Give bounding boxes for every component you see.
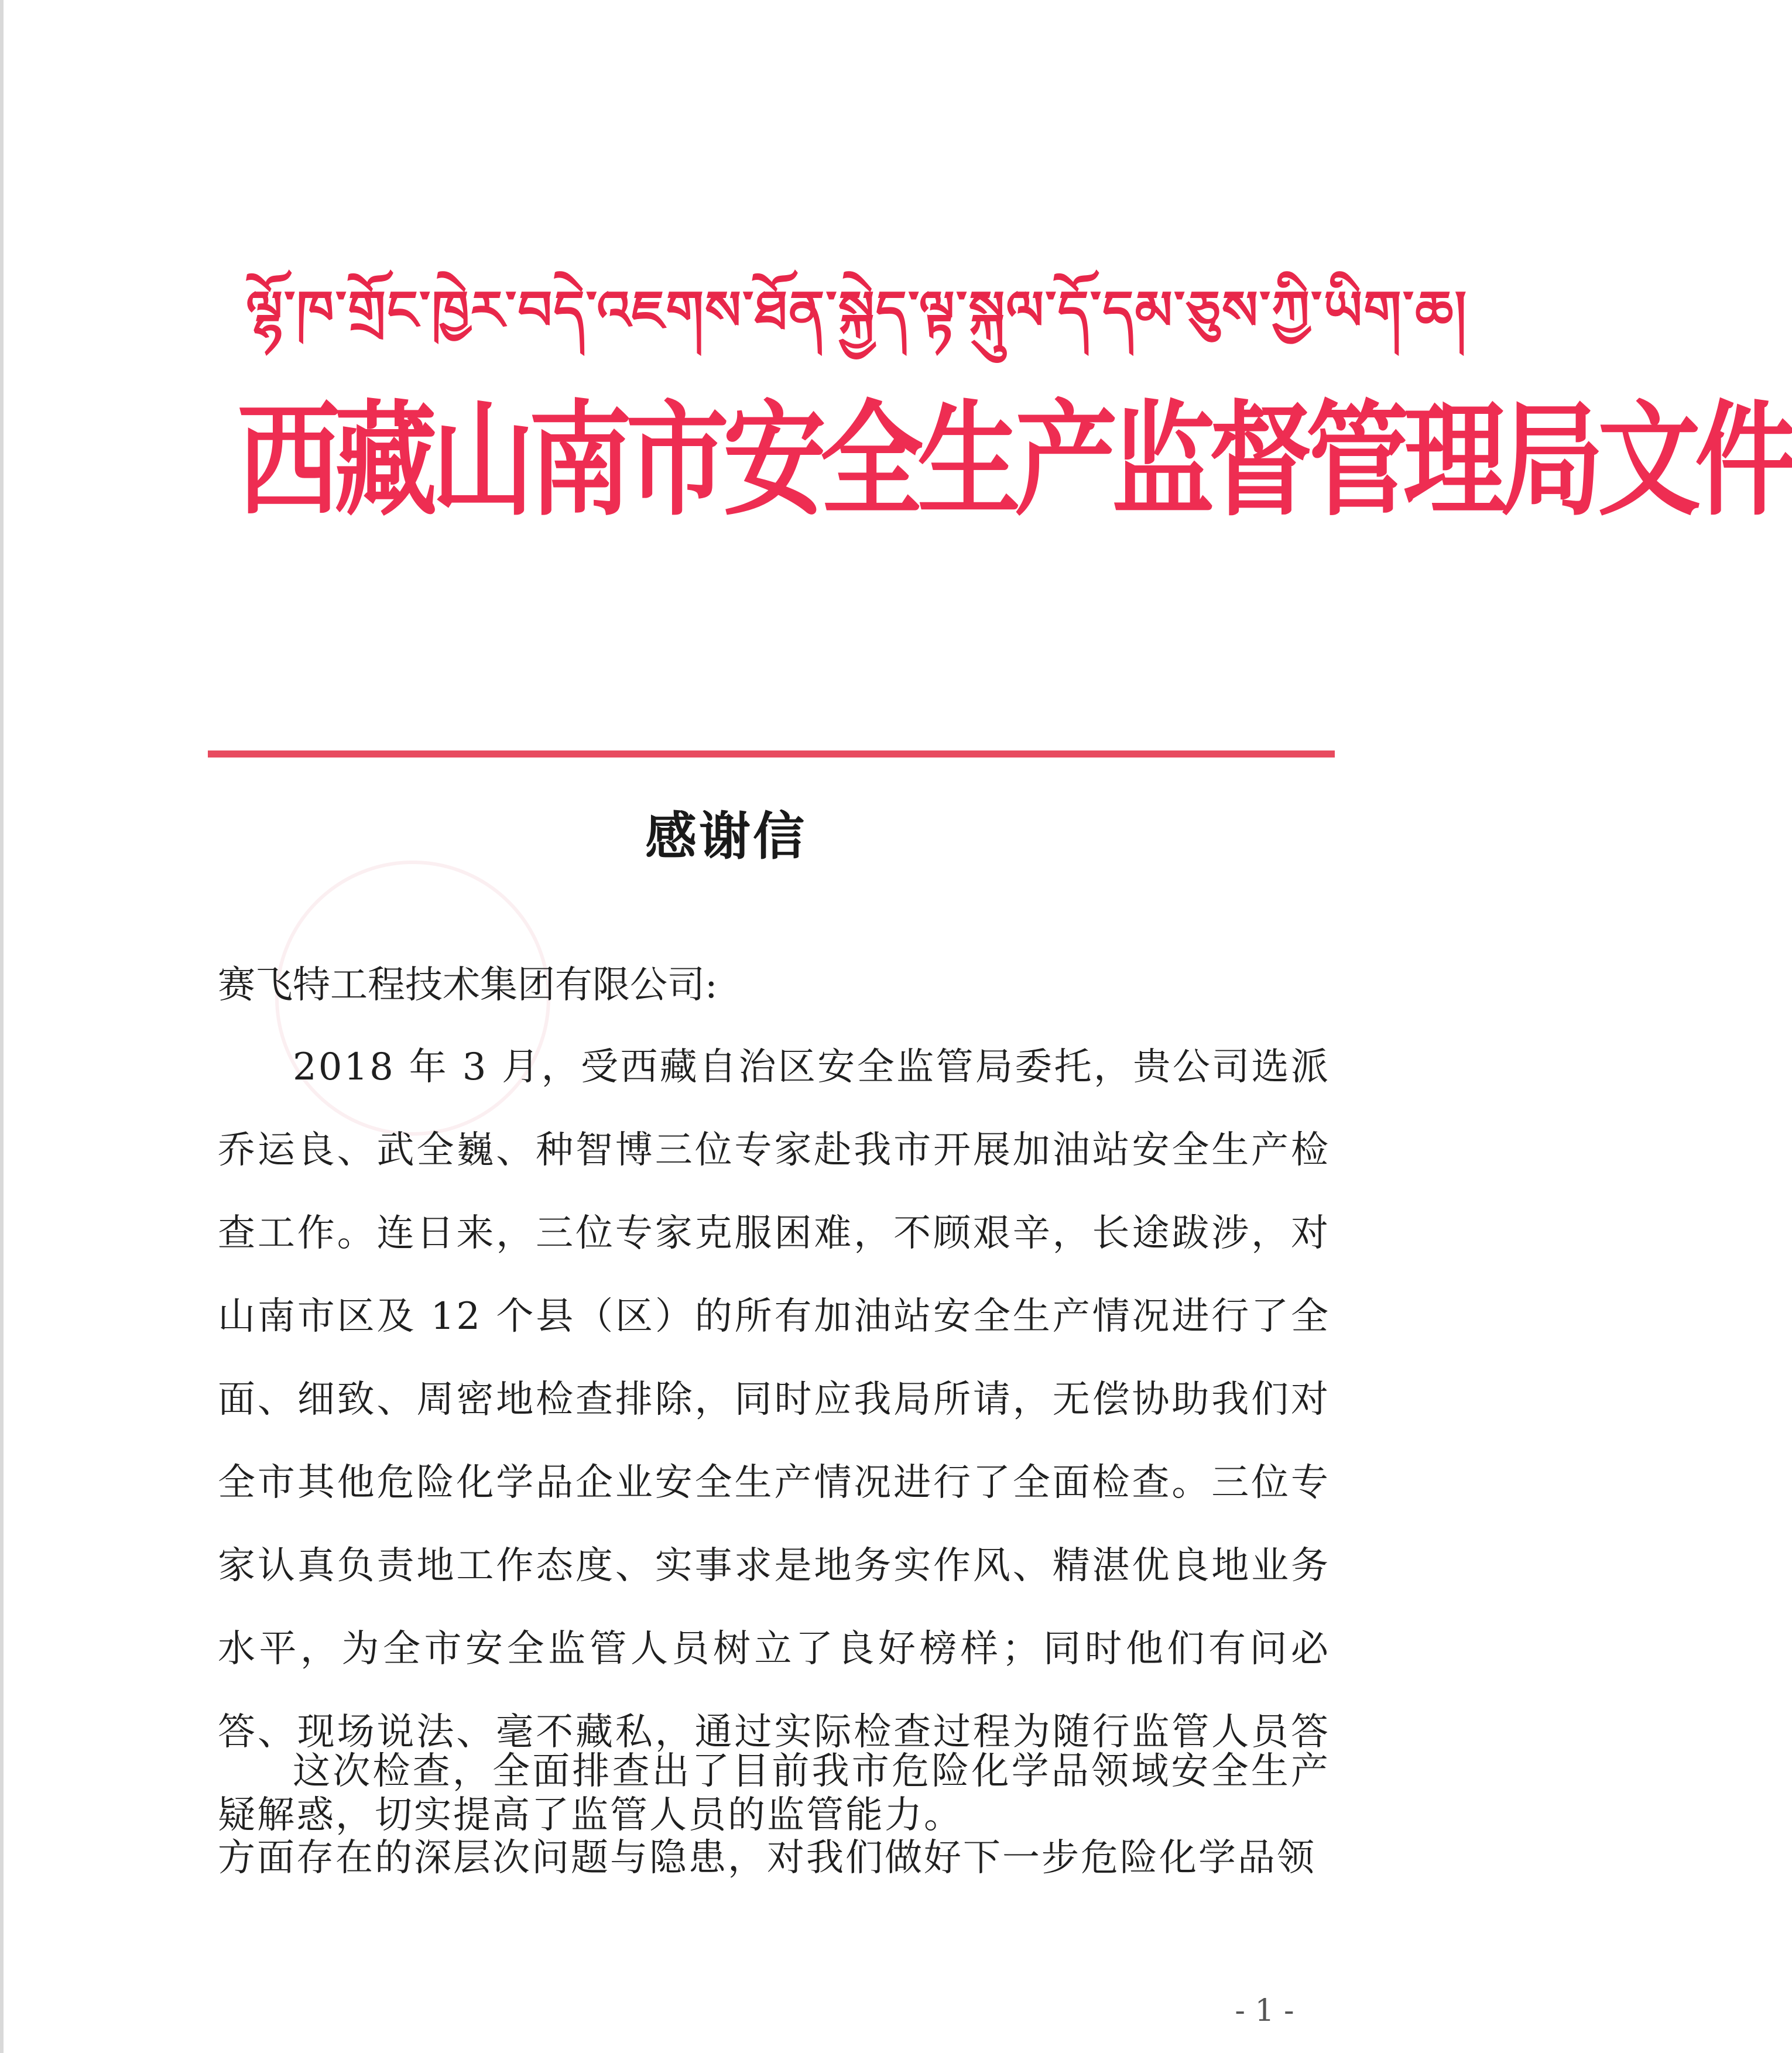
red-divider: [208, 750, 1335, 758]
body-paragraph: 这次检查，全面排查出了目前我市危险化学品领域安全生产方面存在的深层次问题与隐患，对我们做好下一步危险化学品领: [218, 1750, 1330, 1880]
document-title: 感谢信: [645, 806, 807, 866]
salutation: 赛飞特工程技术集团有限公司:: [218, 964, 718, 1007]
tibetan-header: ལྷོ་ཁ་གྲོང་ཁྱེར་བདེ་འཇགས་ཐོན་སྐྱེད་ལྟ་སྐུལ་དོ་དམ་ཅུས་ཀྱི་ཡིག་ཆ།: [246, 279, 1468, 342]
scan-edge: [0, 0, 4, 2053]
page-number: - 1 -: [1235, 1993, 1294, 2028]
body-paragraph: 2018 年 3 月，受西藏自治区安全监管局委托，贵公司选派乔运良、武全巍、种智博三位专家赴我市开展加油站安全生产检查工作。连日来，三位专家克服困难，不顾艰辛，长途跋涉，对山南市区及 12 个县（区）的所有加油站安全生产情况进行了全面、细致、周密地检查排除，同时应我局所请，无偿协助我们对全市其他危险化学品企业安全生产情况进行了全面检查。三位专家认真负责地工作态度、实事求是地务实作风、精湛优良地业务水平，为全市安全监管人员树立了良好榜样；同时他们有问必答、现场说法、毫不藏私，通过实际检查过程为随行监管人员答疑解惑，切实提高了监管人员的监管能力。: [218, 1046, 1330, 1837]
agency-title: 西藏山南市安全生产监督管理局文件: [237, 393, 1792, 531]
